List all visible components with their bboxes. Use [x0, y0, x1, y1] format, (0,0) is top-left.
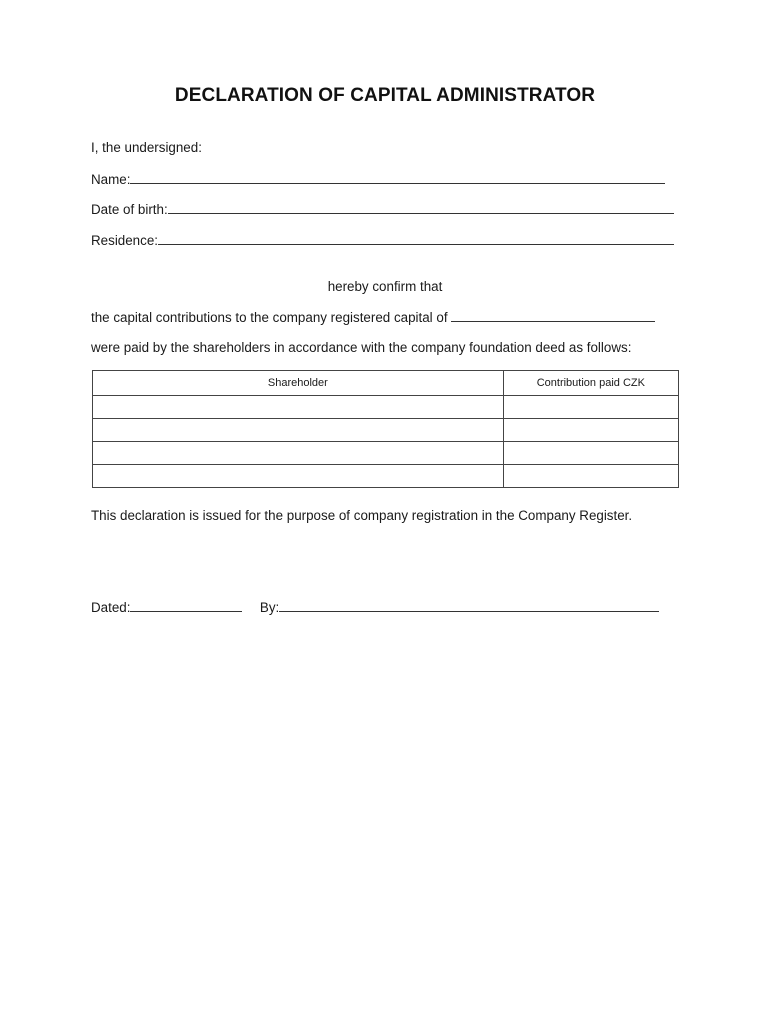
header-shareholder: Shareholder	[93, 371, 504, 396]
shareholder-cell[interactable]	[93, 465, 504, 488]
by-label: By:	[259, 600, 280, 615]
confirm-text: hereby confirm that	[327, 279, 443, 294]
table-row	[93, 396, 679, 419]
capital-blank[interactable]	[451, 309, 655, 322]
contributions-table	[92, 370, 679, 488]
contribution-cell[interactable]	[503, 396, 678, 419]
document-title: DECLARATION OF CAPITAL ADMINISTRATOR	[174, 85, 596, 106]
name-row	[91, 171, 665, 187]
table-row	[93, 442, 679, 465]
name-label: Name:	[91, 172, 131, 187]
capital-row	[91, 309, 655, 325]
residence-blank[interactable]	[158, 232, 674, 245]
birth-label: Date of birth:	[91, 202, 168, 217]
contribution-cell[interactable]	[503, 465, 678, 488]
header-contribution: Contribution paid CZK	[503, 371, 678, 396]
table-header-row	[93, 371, 679, 396]
residence-row	[91, 232, 674, 248]
shareholder-cell[interactable]	[93, 396, 504, 419]
dated-label: Dated:	[91, 600, 131, 615]
shareholder-cell[interactable]	[93, 419, 504, 442]
residence-label: Residence:	[91, 233, 158, 248]
paid-sentence: were paid by the shareholders in accordance with the company foundation deed as follows:	[91, 340, 632, 355]
name-blank[interactable]	[130, 171, 665, 184]
contribution-cell[interactable]	[503, 442, 678, 465]
capital-sentence: the capital contributions to the company registered capital of	[91, 310, 448, 325]
signature-row	[91, 599, 659, 615]
purpose-text: This declaration is issued for the purpose of company registration in the Company Register.	[91, 508, 633, 523]
table-row	[93, 465, 679, 488]
dated-blank[interactable]	[130, 599, 242, 612]
birth-blank[interactable]	[168, 201, 674, 214]
shareholder-cell[interactable]	[93, 442, 504, 465]
by-blank[interactable]	[279, 599, 659, 612]
intro-text: I, the undersigned:	[91, 140, 202, 155]
table-row	[93, 419, 679, 442]
contribution-cell[interactable]	[503, 419, 678, 442]
birth-row	[91, 201, 674, 217]
